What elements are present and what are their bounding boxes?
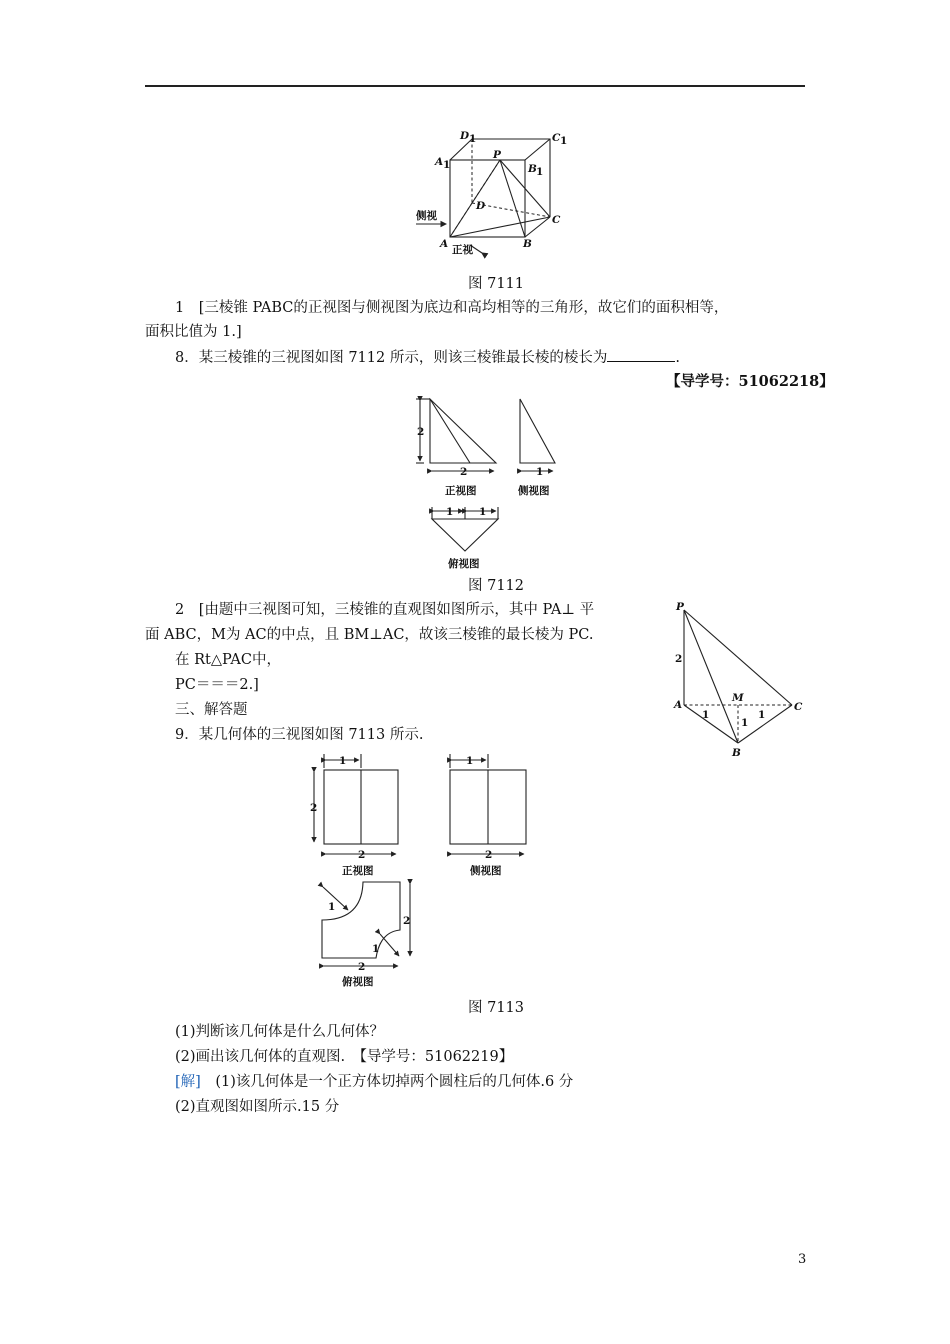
tetra-label-b: B (732, 747, 741, 759)
answer-blank (607, 347, 675, 362)
svg-text:1: 1 (560, 135, 568, 147)
question-9: 9．某几何体的三视图如图 7113 所示. (175, 727, 424, 743)
svg-text:2: 2 (403, 915, 411, 927)
svg-text:1: 1 (741, 717, 749, 729)
label-a1: A (435, 156, 444, 168)
svg-text:1: 1 (443, 159, 451, 171)
solution-line1: [解] (1)该几何体是一个正方体切掉两个圆柱后的几何体.6 分 (175, 1074, 574, 1090)
svg-text:侧视图: 侧视图 (518, 485, 550, 497)
answer7-line1: 1 [三棱锥 PABC的正视图与侧视图为底边和高均相等的三角形，故它们的面积相等， (175, 300, 729, 316)
svg-text:2: 2 (675, 653, 683, 665)
figure-7113 (300, 750, 540, 990)
caption-7111: 图 7111 (468, 276, 525, 292)
svg-text:1: 1 (702, 709, 710, 721)
answer8-line1: 2 [由题中三视图可知，三棱锥的直观图如图所示，其中 PA⊥ 平 (175, 602, 595, 618)
figure-7111 (410, 125, 580, 260)
svg-text:1: 1 (758, 709, 766, 721)
svg-text:俯视图: 俯视图 (448, 558, 480, 570)
caption-7112: 图 7112 (468, 578, 525, 594)
label-b1: B (528, 163, 537, 175)
tetra-label-m: M (732, 692, 744, 704)
svg-text:1: 1 (372, 943, 380, 955)
side-view-label: 侧视 (416, 210, 437, 222)
svg-text:1: 1 (536, 466, 544, 478)
label-c: C (552, 214, 561, 226)
svg-text:2: 2 (485, 849, 493, 861)
tetra-label-p: P (676, 601, 684, 613)
label-d1: D (460, 130, 470, 142)
answer8-line2: 面 ABC，M为 AC的中点，且 BM⊥AC，故该三棱锥的最长棱为 PC. (145, 627, 594, 643)
svg-text:2: 2 (358, 961, 366, 973)
label-b: B (523, 238, 532, 250)
tetra-label-c: C (794, 701, 803, 713)
svg-text:1: 1 (466, 755, 474, 767)
svg-text:正视图: 正视图 (342, 865, 374, 877)
answer7-line2: 面积比值为 1.] (145, 324, 242, 340)
svg-text:1: 1 (479, 506, 487, 518)
solution-line2: (2)直观图如图所示.15 分 (175, 1099, 340, 1115)
svg-text:侧视图: 侧视图 (470, 865, 502, 877)
svg-text:2: 2 (358, 849, 366, 861)
label-p: P (493, 149, 501, 161)
answer8-line4: PC＝＝＝2.] (175, 677, 259, 693)
question-9-part1: (1)判断该几何体是什么几何体？ (175, 1024, 385, 1040)
svg-text:2: 2 (417, 426, 425, 438)
svg-text:2: 2 (310, 802, 318, 814)
label-c1: C (552, 132, 561, 144)
figure-tetrahedron (672, 598, 812, 763)
solution-tag: [解] (175, 1074, 201, 1090)
caption-7113: 图 7113 (468, 1000, 525, 1016)
svg-text:2: 2 (460, 466, 468, 478)
tetra-label-a: A (674, 699, 683, 711)
answer8-line3: 在 Rt△PAC中， (175, 652, 281, 668)
front-view-label: 正视 (452, 244, 473, 256)
svg-text:1: 1 (536, 166, 544, 178)
label-a: A (440, 238, 449, 250)
ref-number-8: 【导学号：51062218】 (666, 373, 834, 390)
svg-text:1: 1 (339, 755, 347, 767)
header-rule (145, 85, 805, 87)
svg-text:1: 1 (328, 901, 336, 913)
page-number: 3 (798, 1252, 807, 1267)
label-d: D (476, 200, 486, 212)
svg-text:1: 1 (446, 506, 454, 518)
svg-text:1: 1 (469, 133, 477, 145)
figure-7112 (412, 395, 572, 573)
question-9-part2: (2)画出该几何体的直观图. 【导学号：51062219】 (175, 1049, 514, 1065)
section-3-heading: 三、解答题 (175, 702, 248, 718)
svg-text:正视图: 正视图 (445, 485, 477, 497)
svg-text:俯视图: 俯视图 (342, 976, 374, 988)
question-8: 8．某三棱锥的三视图如图 7112 所示，则该三棱锥最长棱的棱长为 . (175, 347, 680, 368)
